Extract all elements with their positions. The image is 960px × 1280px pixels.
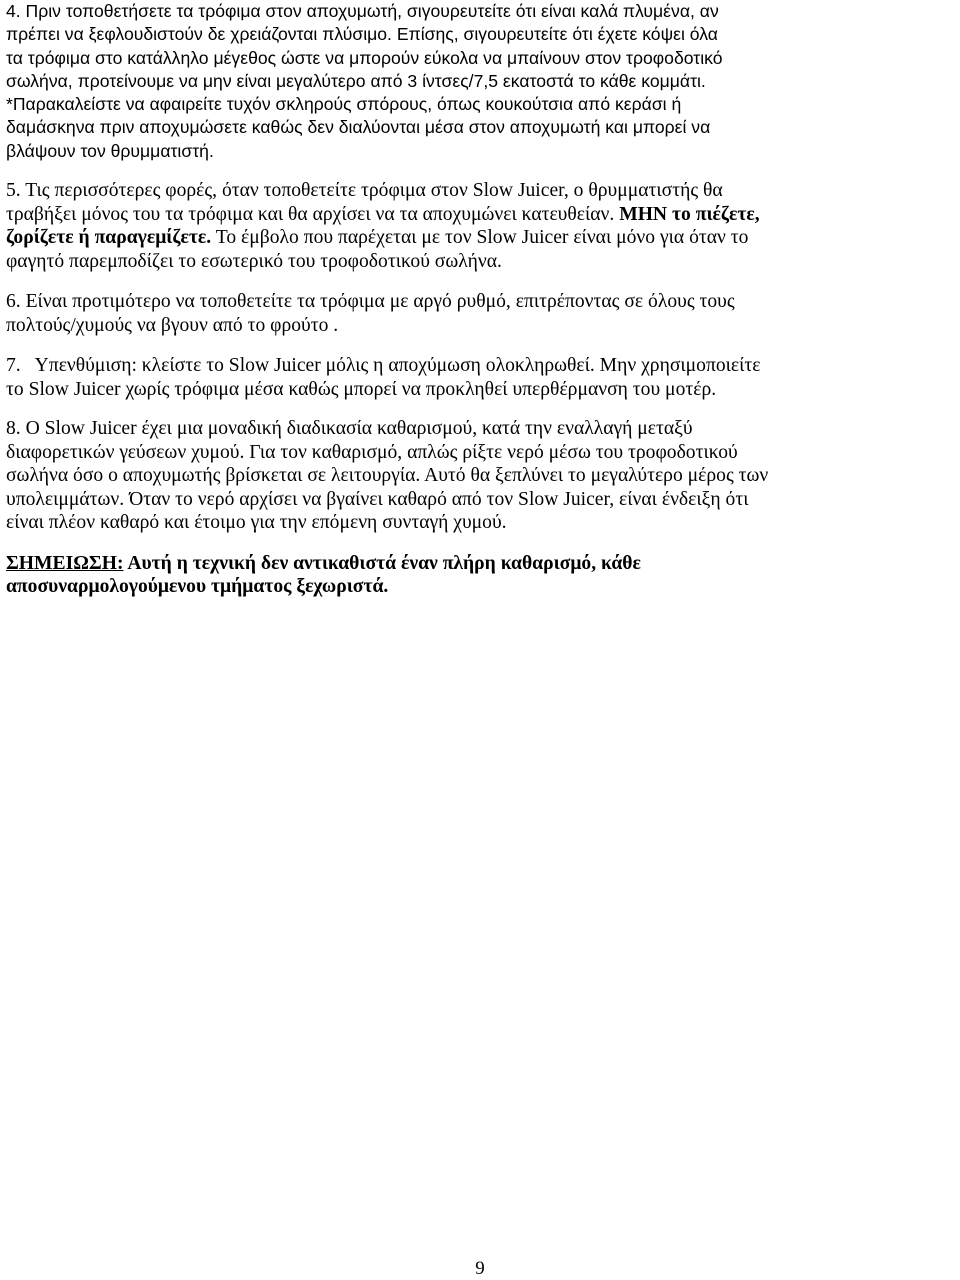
text-line: πολτούς/χυμούς να βγουν από το φρούτο .: [6, 314, 339, 336]
text-line: [6, 552, 952, 576]
text-line: αποσυναρμολογούμενου τμήματος ξεχωριστά.: [6, 576, 389, 598]
instruction-item-5: [6, 179, 952, 273]
note-label: ΣΗΜΕΙΩΣΗ:: [6, 552, 124, 574]
text-line: [6, 203, 952, 227]
instruction-item-7: [6, 354, 952, 401]
page-number: 9: [475, 1258, 485, 1279]
text-line: βλάψουν τον θρυμματιστή.: [6, 140, 214, 161]
text-line: 6. Είναι προτιμότερο να τοποθετείτε τα τρόφιμα με αργό ρυθμό, επιτρέποντας σε όλους τους: [6, 291, 735, 313]
text-line: 5. Τις περισσότερες φορές, όταν τοποθετείτε τρόφιμα στον Slow Juicer, ο θρυμματιστής θα: [6, 180, 723, 202]
text-line: πρέπει να ξεφλουδιστούν δε χρειάζονται πλύσιμο. Επίσης, σιγουρευτείτε ότι έχετε κόψει όλα: [6, 24, 718, 45]
text-line: δαμάσκηνα πριν αποχυμώσετε καθώς δεν διαλύονται μέσα στον αποχυμωτή και μπορεί να: [6, 117, 711, 138]
warning-text: ΜΗΝ το πιέζετε,: [619, 203, 760, 225]
text-line: φαγητό παρεμποδίζει το εσωτερικό του τροφοδοτικού σωλήνα.: [6, 250, 502, 272]
text-line: [6, 226, 952, 250]
text-line: διαφορετικών γεύσεων χυμού. Για τον καθαρισμό, απλώς ρίξτε νερό μέσω του τροφοδοτικού: [6, 441, 738, 463]
text-line: σωλήνα όσο ο αποχυμωτής βρίσκεται σε λειτουργία. Αυτό θα ξεπλύνει το μεγαλύτερο μέρος των: [6, 465, 769, 487]
text-line: 8. Ο Slow Juicer έχει μια μοναδική διαδικασία καθαρισμού, κατά την εναλλαγή μεταξύ: [6, 418, 693, 440]
cleaning-note: [6, 552, 952, 599]
text-span: Το έμβολο που παρέχεται με τον Slow Juicer είναι μόνο για όταν το: [211, 227, 749, 249]
text-line: υπολειμμάτων. Όταν το νερό αρχίσει να βγαίνει καθαρό από τον Slow Juicer, είναι ένδειξη ότι: [6, 488, 749, 510]
instruction-item-4: [6, 0, 952, 163]
text-line: τα τρόφιμα στο κατάλληλο μέγεθος ώστε να μπορούν εύκολα να μπαίνουν στον τροφοδοτικό: [6, 47, 723, 68]
text-line: *Παρακαλείστε να αφαιρείτε τυχόν σκληρούς σπόρους, όπως κουκούτσια από κεράσι ή: [6, 94, 682, 115]
text-span: τραβήξει μόνος του τα τρόφιμα και θα αρχίσει να τα αποχυμώνει κατευθείαν.: [6, 203, 620, 225]
text-line: σωλήνα, προτείνουμε να μην είναι μεγαλύτερο από 3 ίντσες/7,5 εκατοστά το κάθε κομμάτι.: [6, 70, 706, 91]
text-line: είναι πλέον καθαρό και έτοιμο για την επόμενη συνταγή χυμού.: [6, 512, 507, 534]
instruction-item-8: [6, 417, 952, 535]
warning-text: ζορίζετε ή παραγεμίζετε.: [6, 227, 212, 249]
text-line: 7. Υπενθύμιση: κλείστε το Slow Juicer μόλις η αποχύμωση ολοκληρωθεί. Μην χρησιμοποιείτε: [6, 355, 761, 377]
text-span: Αυτή η τεχνική δεν αντικαθιστά έναν πλήρη καθαρισμό, κάθε: [123, 552, 641, 574]
instruction-item-6: [6, 290, 952, 337]
text-line: το Slow Juicer χωρίς τρόφιμα μέσα καθώς μπορεί να προκληθεί υπερθέρμανση του μοτέρ.: [6, 378, 717, 400]
text-line: 4. Πριν τοποθετήσετε τα τρόφιμα στον αποχυμωτή, σιγουρευτείτε ότι είναι καλά πλυμένα, αν: [6, 1, 719, 21]
document-page: [6, 0, 952, 599]
